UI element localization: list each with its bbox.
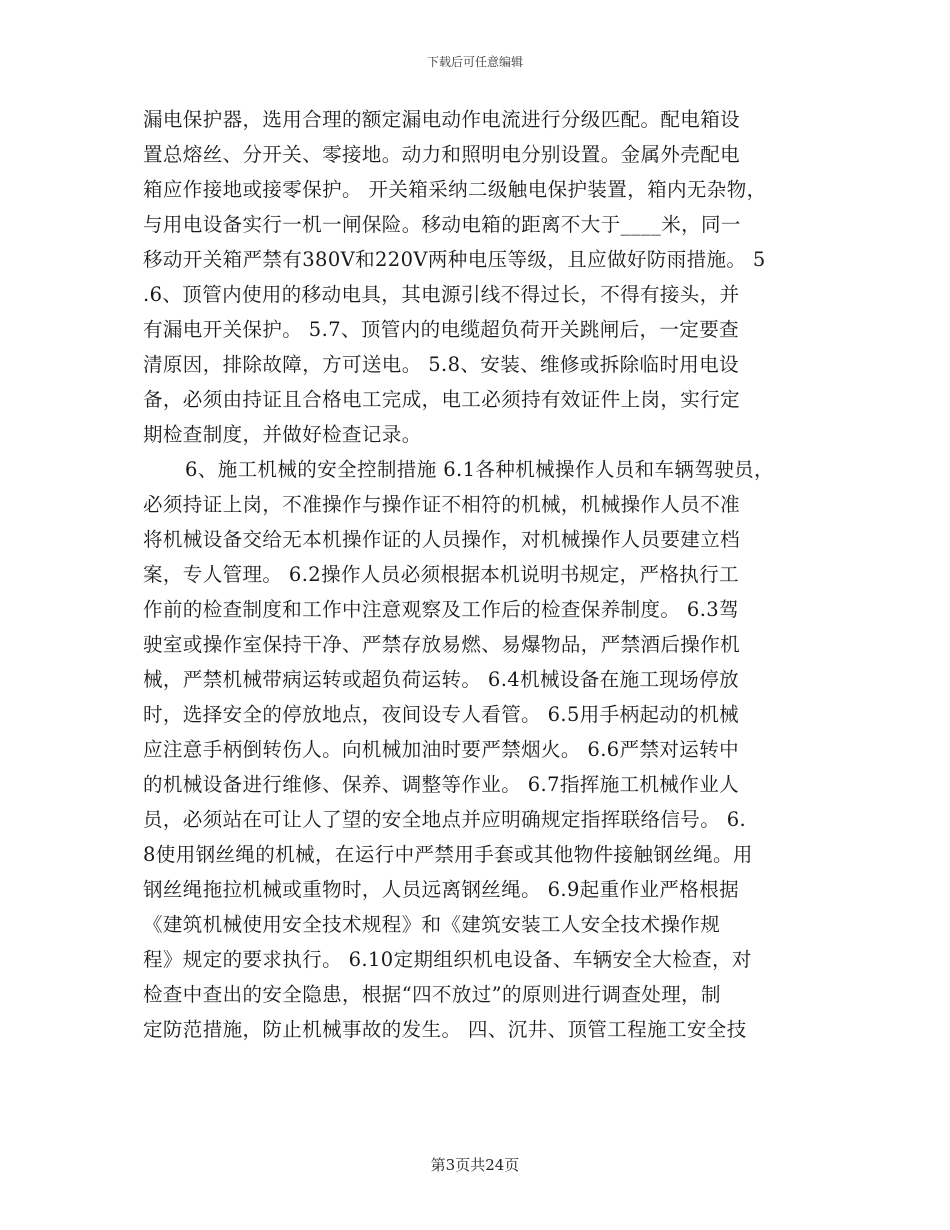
text-line: 定防范措施，防止机械事故的发生。 四、沉井、顶管工程施工安全技 (143, 1018, 747, 1041)
text-line: 将机械设备交给无本机操作证的人员操作，对机械操作人员要建立档 (143, 528, 741, 551)
document-body (143, 102, 823, 1047)
text-line: 员，必须站在可让人了望的安全地点并应明确规定指挥联络信号。 6. (143, 808, 747, 831)
text-line: 必须持证上岗，不准操作与操作证不相符的机械，机械操作人员不准 (143, 493, 741, 516)
text-line: 箱应作接地或接零保护。 开关箱采纳二级触电保护装置，箱内无杂物， (143, 178, 767, 201)
text-line: 期检查制度，并做好检查记录。 (143, 423, 422, 446)
text-line: 《建筑机械使用安全技术规程》和《建筑安装工人安全技术操作规 (143, 913, 721, 936)
page-number: 第3页共24页 (430, 1156, 520, 1174)
text-line: 作前的检查制度和工作中注意观察及工作后的检查保养制度。 6.3驾 (143, 598, 740, 621)
text-line: 8使用钢丝绳的机械，在运行中严禁用手套或其他物件接触钢丝绳。用 (143, 843, 753, 866)
text-line: .6、顶管内使用的移动电具，其电源引线不得过长，不得有接头，并 (143, 283, 740, 306)
text-line: 清原因，排除故障，方可送电。 5.8、安装、维修或拆除临时用电设 (143, 353, 740, 376)
text-line: 与用电设备实行一机一闸保险。移动电箱的距离不大于____米，同一 (143, 213, 741, 236)
text-line: 置总熔丝、分开关、零接地。动力和照明电分别设置。金属外壳配电 (143, 143, 741, 166)
text-line: 有漏电开关保护。 5.7、顶管内的电缆超负荷开关跳闸后，一定要查 (143, 318, 740, 341)
text-line: 的机械设备进行维修、保养、调整等作业。 6.7指挥施工机械作业人 (143, 773, 740, 796)
page-header: 下载后可任意编辑 (426, 55, 523, 69)
text-line: 钢丝绳拖拉机械或重物时，人员远离钢丝绳。 6.9起重作业严格根据 (143, 878, 740, 901)
text-line: 械，严禁机械带病运转或超负荷运转。 6.4机械设备在施工现场停放 (143, 668, 740, 691)
text-line: 案，专人管理。 6.2操作人员必须根据本机说明书规定，严格执行工 (143, 563, 740, 586)
text-line: 时，选择安全的停放地点，夜间设专人看管。 6.5用手柄起动的机械 (143, 703, 740, 726)
section-heading-line: 6、施工机械的安全控制措施 6.1各种机械操作人员和车辆驾驶员， (185, 458, 774, 481)
text-line: 移动开关箱严禁有380V和220V两种电压等级，且应做好防雨措施。 5 (143, 248, 766, 271)
text-line: 漏电保护器，选用合理的额定漏电动作电流进行分级匹配。配电箱设 (143, 108, 741, 131)
text-line: 备，必须由持证且合格电工完成，电工必须持有效证件上岗，实行定 (143, 388, 741, 411)
text-line: 程》规定的要求执行。 6.10定期组织机电设备、车辆安全大检查，对 (143, 948, 752, 971)
text-line: 应注意手柄倒转伤人。向机械加油时要严禁烟火。 6.6严禁对运转中 (143, 738, 740, 761)
text-line: 检查中查出的安全隐患，根据“四不放过”的原则进行调查处理，制 (143, 983, 721, 1006)
text-line: 驶室或操作室保持干净、严禁存放易燃、易爆物品，严禁酒后操作机 (143, 633, 741, 656)
